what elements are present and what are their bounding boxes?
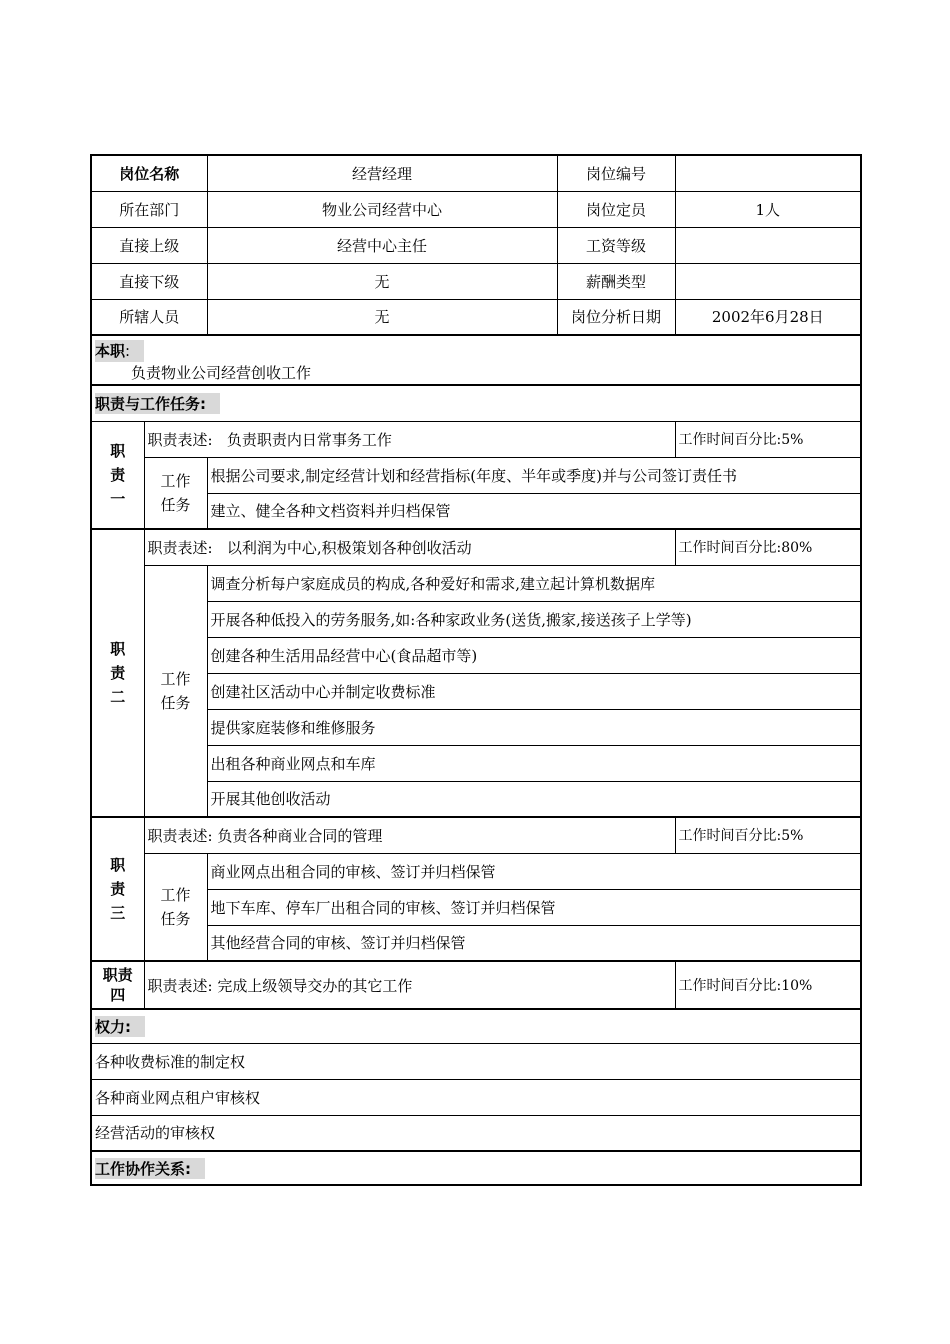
header-value	[675, 227, 861, 263]
task-item: 商业网点出租合同的审核、签订并归档保管	[207, 853, 861, 889]
duty-4-desc: 职责表述: 完成上级领导交办的其它工作	[144, 961, 675, 1009]
header-value: 无	[207, 263, 557, 299]
benzhi-text: 负责物业公司经营创收工作	[131, 364, 312, 382]
duty-2-label: 职 责 二	[91, 529, 144, 817]
duties-section-header	[91, 385, 861, 421]
header-row	[91, 299, 861, 335]
header-label: 岗位定员	[557, 191, 675, 227]
header-label: 岗位编号	[557, 155, 675, 191]
header-label: 直接上级	[91, 227, 207, 263]
task-label: 工作 任务	[144, 565, 207, 817]
task-row	[91, 781, 861, 817]
task-item: 其他经营合同的审核、签订并归档保管	[207, 925, 861, 961]
duty-row	[91, 961, 861, 1009]
duty-3-label: 职 责 三	[91, 817, 144, 961]
header-row	[91, 191, 861, 227]
header-value	[675, 263, 861, 299]
power-title: 权力:	[95, 1016, 145, 1037]
duty-row	[91, 529, 861, 565]
task-item: 创建各种生活用品经营中心(食品超市等)	[207, 637, 861, 673]
task-row	[91, 889, 861, 925]
power-section-header	[91, 1009, 861, 1043]
header-label: 薪酬类型	[557, 263, 675, 299]
task-row	[91, 637, 861, 673]
task-item: 开展其他创收活动	[207, 781, 861, 817]
duty-2-pct: 工作时间百分比:80%	[675, 529, 861, 565]
duty-row	[91, 817, 861, 853]
header-value: 经营经理	[207, 155, 557, 191]
task-row	[91, 457, 861, 493]
header-label: 岗位名称	[91, 155, 207, 191]
task-label: 工作 任务	[144, 457, 207, 529]
header-value: 2002年6月28日	[675, 299, 861, 335]
duty-4-label: 职责 四	[91, 961, 144, 1009]
cooperation-section-header	[91, 1151, 861, 1185]
task-label: 工作 任务	[144, 853, 207, 961]
task-row	[91, 745, 861, 781]
task-row	[91, 925, 861, 961]
duty-row	[91, 421, 861, 457]
task-row	[91, 601, 861, 637]
duty-4-pct: 工作时间百分比:10%	[675, 961, 861, 1009]
duty-1-desc: 职责表述: 负责职责内日常事务工作	[144, 421, 675, 457]
task-row	[91, 673, 861, 709]
task-item: 提供家庭装修和维修服务	[207, 709, 861, 745]
task-row	[91, 709, 861, 745]
power-item: 各种收费标准的制定权	[91, 1043, 861, 1079]
task-item: 根据公司要求,制定经营计划和经营指标(年度、半年或季度)并与公司签订责任书	[207, 457, 861, 493]
power-row	[91, 1115, 861, 1151]
power-item: 各种商业网点租户审核权	[91, 1079, 861, 1115]
benzhi-section	[91, 335, 861, 385]
header-row	[91, 155, 861, 191]
task-row	[91, 565, 861, 601]
task-row	[91, 493, 861, 529]
task-item: 创建社区活动中心并制定收费标准	[207, 673, 861, 709]
header-value: 无	[207, 299, 557, 335]
cooperation-title: 工作协作关系:	[95, 1158, 205, 1179]
duty-3-pct: 工作时间百分比:5%	[675, 817, 861, 853]
task-item: 开展各种低投入的劳务服务,如:各种家政业务(送货,搬家,接送孩子上学等)	[207, 601, 861, 637]
power-item: 经营活动的审核权	[91, 1115, 861, 1151]
task-item: 调查分析每户家庭成员的构成,各种爱好和需求,建立起计算机数据库	[207, 565, 861, 601]
header-value: 物业公司经营中心	[207, 191, 557, 227]
duty-2-desc: 职责表述: 以利润为中心,积极策划各种创收活动	[144, 529, 675, 565]
header-row	[91, 227, 861, 263]
benzhi-title: 本职	[95, 342, 126, 360]
job-description-sheet	[90, 154, 860, 1186]
header-value: 经营中心主任	[207, 227, 557, 263]
duty-1-pct: 工作时间百分比:5%	[675, 421, 861, 457]
job-table	[90, 154, 862, 1186]
header-row	[91, 263, 861, 299]
header-label: 工资等级	[557, 227, 675, 263]
task-item: 出租各种商业网点和车库	[207, 745, 861, 781]
duty-3-desc: 职责表述: 负责各种商业合同的管理	[144, 817, 675, 853]
header-label: 所在部门	[91, 191, 207, 227]
duty-1-label: 职 责 一	[91, 421, 144, 529]
task-row	[91, 853, 861, 889]
task-item: 地下车库、停车厂出租合同的审核、签订并归档保管	[207, 889, 861, 925]
benzhi-colon: :	[125, 342, 131, 360]
header-label: 所辖人员	[91, 299, 207, 335]
header-value: 1人	[675, 191, 861, 227]
task-item: 建立、健全各种文档资料并归档保管	[207, 493, 861, 529]
header-value	[675, 155, 861, 191]
duties-title: 职责与工作任务:	[95, 393, 220, 414]
header-label: 直接下级	[91, 263, 207, 299]
power-row	[91, 1079, 861, 1115]
header-label: 岗位分析日期	[557, 299, 675, 335]
power-row	[91, 1043, 861, 1079]
